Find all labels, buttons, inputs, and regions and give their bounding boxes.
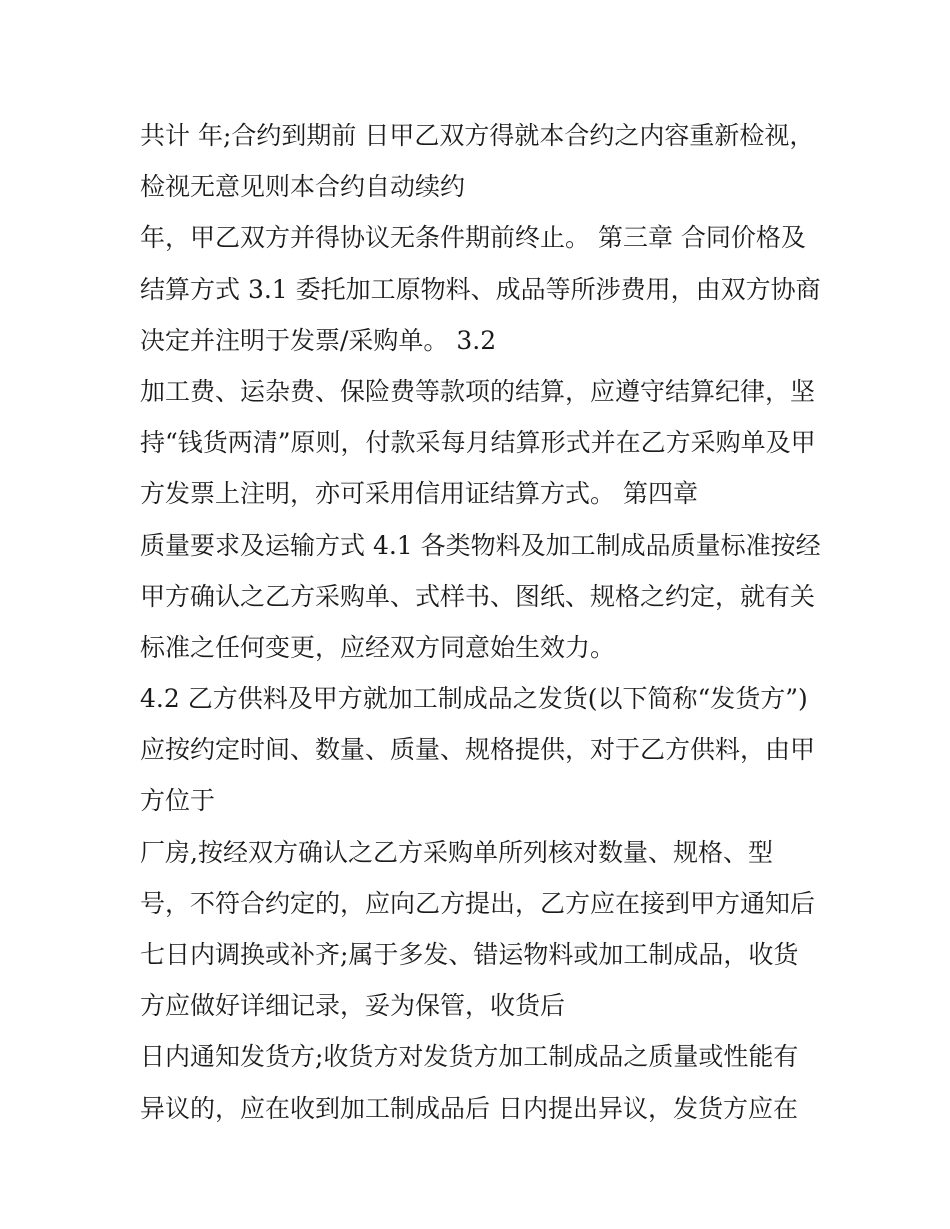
text-line: 质量要求及运输方式 4.1 各类物料及加工制成品质量标准按经 bbox=[140, 530, 821, 560]
text-line: 七日内调换或补齐;属于多发、错运物料或加工制成品，收货 bbox=[140, 940, 799, 969]
text-line: 年，甲乙双方并得协议无条件期前终止。 第三章 合同价格及 bbox=[140, 223, 806, 253]
text-line: 方应做好详细记录，妥为保管，收货后 bbox=[140, 991, 566, 1021]
text-line: 号，不符合约定的，应向乙方提出，乙方应在接到甲方通知后 bbox=[140, 888, 816, 918]
text-line: 异议的，应在收到加工制成品后 日内提出异议，发货方应在 bbox=[140, 1093, 798, 1123]
text-line: 共计 年;合约到期前 日甲乙双方得就本合约之内容重新检视， bbox=[140, 121, 815, 150]
text-line: 加工费、运杂费、保险费等款项的结算，应遵守结算纪律，坚 bbox=[140, 376, 816, 406]
text-line: 方位于 bbox=[140, 786, 216, 816]
text-line: 持“钱货两清”原则，付款采每月结算形式并在乙方采购单及甲 bbox=[140, 428, 816, 458]
text-line: 检视无意见则本合约自动续约 bbox=[140, 172, 466, 202]
text-line: 应按约定时间、数量、质量、规格提供，对于乙方供料，由甲 bbox=[140, 735, 816, 765]
text-line: 4.2 乙方供料及甲方就加工制成品之发货(以下简称“发货方”) bbox=[140, 684, 808, 714]
text-line: 甲方确认之乙方采购单、式样书、图纸、规格之约定，就有关 bbox=[140, 581, 816, 611]
text-line: 标准之任何变更，应经双方同意始生效力。 bbox=[140, 632, 616, 662]
text-line: 日内通知发货方;收货方对发货方加工制成品之质量或性能有 bbox=[140, 1042, 799, 1072]
contract-text bbox=[140, 110, 820, 1134]
text-line: 结算方式 3.1 委托加工原物料、成品等所涉费用，由双方协商 bbox=[140, 274, 821, 304]
text-line: 厂房,按经双方确认之乙方采购单所列核对数量、规格、型 bbox=[140, 837, 773, 867]
text-line: 决定并注明于发票/采购单。 3.2 bbox=[140, 325, 497, 355]
text-line: 方发票上注明，亦可采用信用证结算方式。 第四章 bbox=[140, 479, 698, 509]
